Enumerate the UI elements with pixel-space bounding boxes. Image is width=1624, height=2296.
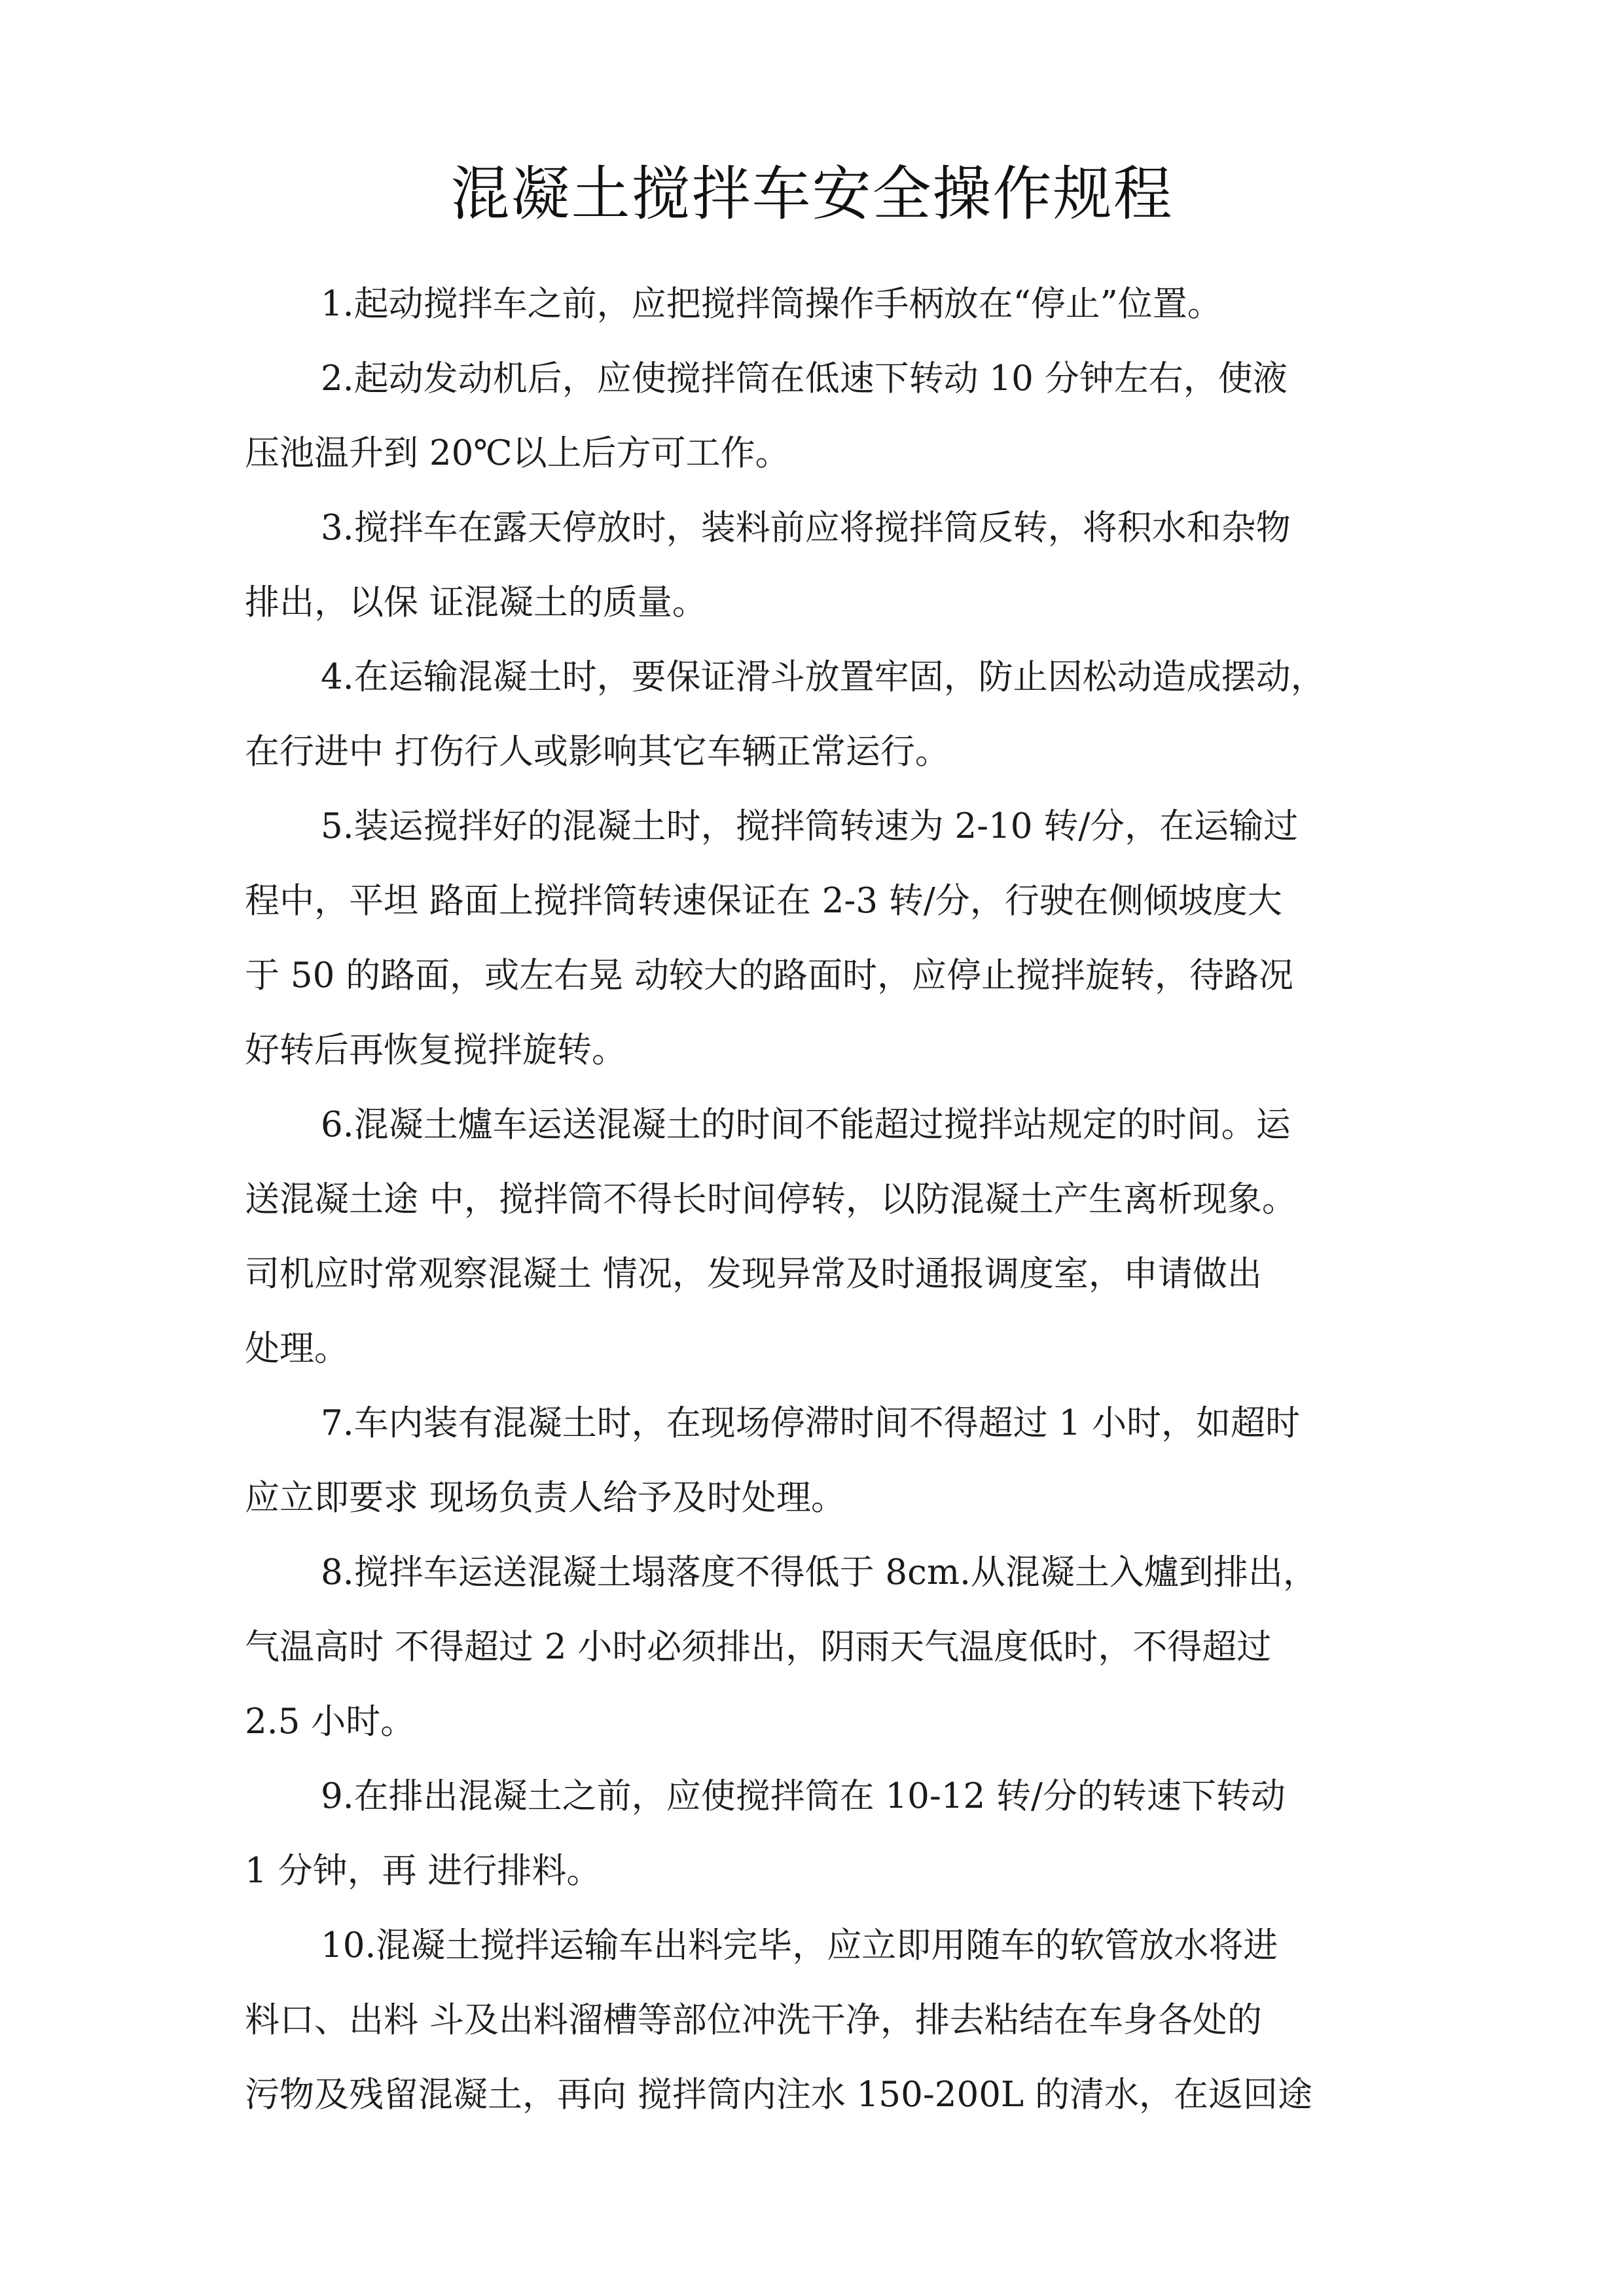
text-line: 料口、出料 斗及出料溜槽等部位冲洗干净，排去粘结在车身各处的 (245, 2000, 1262, 2040)
text-line: 污物及残留混凝土，再向 搅拌筒内注水 150-200L 的清水，在返回途 (245, 2075, 1312, 2115)
text-line: 2.起动发动机后，应使搅拌筒在低速下转动 10 分钟左右，使液 (321, 359, 1288, 399)
document-body (245, 267, 1397, 2132)
text-line: 排出，以保 证混凝土的质量。 (245, 583, 707, 622)
text-line: 在行进中 打伤行人或影响其它车辆正常运行。 (245, 732, 950, 772)
text-line: 1.起动搅拌车之前，应把搅拌筒操作手柄放在“停止”位置。 (321, 284, 1222, 324)
text-line: 送混凝土途 中，搅拌筒不得长时间停转，以防混凝土产生离析现象。 (245, 1179, 1297, 1219)
text-line: 于 50 的路面，或左右晃 动较大的路面时，应停止搅拌旋转，待路况 (245, 956, 1293, 996)
text-line: 司机应时常观察混凝土 情况，发现异常及时通报调度室，申请做出 (245, 1254, 1262, 1294)
text-line: 1 分钟，再 进行排料。 (245, 1851, 602, 1891)
text-line: 应立即要求 现场负责人给予及时处理。 (245, 1478, 846, 1518)
text-line: 8.搅拌车运送混凝土塌落度不得低于 8cm.从混凝土入爐到排出， (321, 1552, 1318, 1592)
text-line: 5.装运搅拌好的混凝土时，搅拌筒转速为 2-10 转/分，在运输过 (321, 806, 1299, 846)
text-line: 7.车内装有混凝土时，在现场停滞时间不得超过 1 小时，如超时 (321, 1403, 1300, 1443)
text-line: 6.混凝土爐车运送混凝土的时间不能超过搅拌站规定的时间。运 (321, 1105, 1291, 1145)
text-line: 气温高时 不得超过 2 小时必须排出，阴雨天气温度低时，不得超过 (245, 1627, 1272, 1667)
text-line: 4.在运输混凝土时，要保证滑斗放置牢固，防止因松动造成摆动， (321, 657, 1326, 697)
text-line: 2.5 小时。 (245, 1702, 416, 1742)
text-line: 3.搅拌车在露天停放时，装料前应将搅拌筒反转，将积水和杂物 (321, 508, 1291, 548)
document-title: 混凝土搅拌车安全操作规程 (450, 160, 1174, 228)
text-line: 程中，平坦 路面上搅拌筒转速保证在 2-3 转/分，行驶在侧倾坡度大 (245, 881, 1282, 921)
text-line: 压池温升到 20℃以上后方可工作。 (245, 433, 790, 473)
text-line: 10.混凝土搅拌运输车出料完毕，应立即用随车的软管放水将进 (321, 1926, 1278, 1965)
text-line: 好转后再恢复搅拌旋转。 (245, 1030, 626, 1070)
text-line: 9.在排出混凝土之前，应使搅拌筒在 10-12 转/分的转速下转动 (321, 1776, 1286, 1816)
text-line: 处理。 (245, 1329, 349, 1369)
